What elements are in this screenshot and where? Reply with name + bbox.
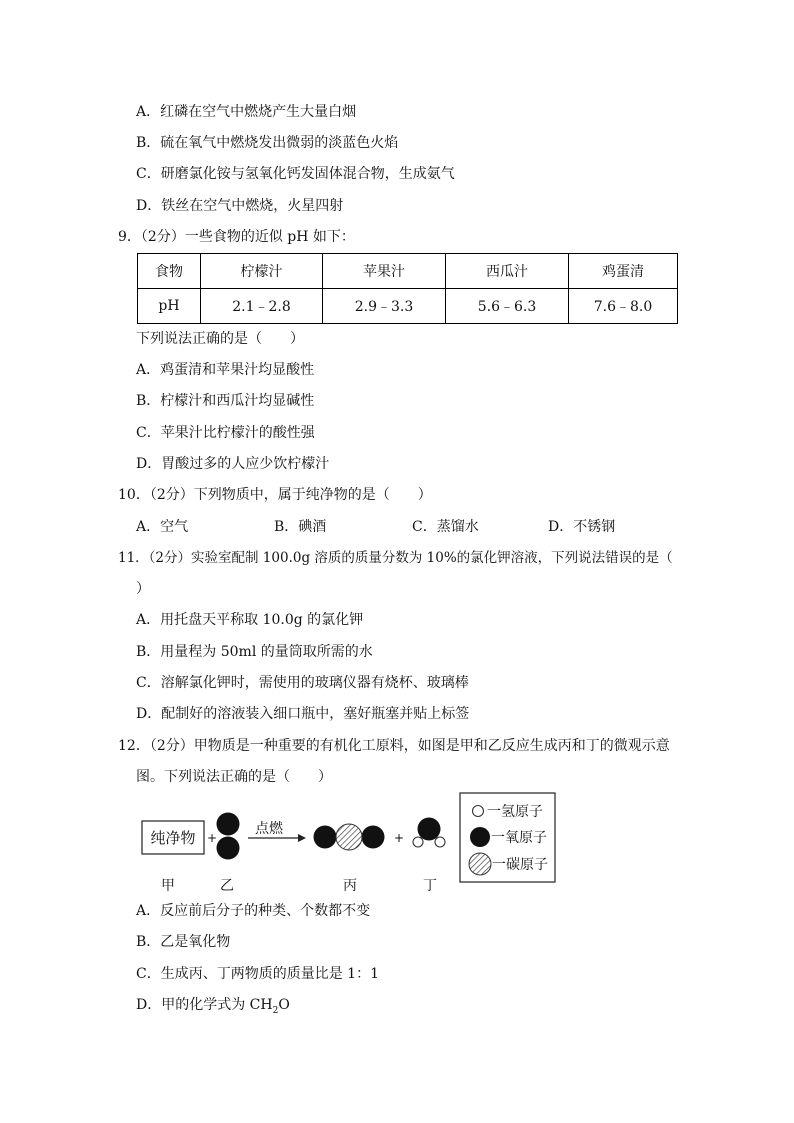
q9-option-c: C．苹果汁比柠檬汁的酸性强: [136, 425, 315, 441]
q10-stem: 10．（2分）下列物质中，属于纯净物的是（ ）: [118, 487, 432, 503]
q8-option-c: C．研磨氯化铵与氢氧化钙发固体混合物，生成氨气: [136, 166, 455, 182]
legend: [460, 793, 555, 882]
table-cell: 5.6﹣6.3: [446, 289, 569, 324]
oxygen-atom-icon: [470, 827, 490, 847]
ph-table: [137, 253, 678, 324]
q12-option-b: B．乙是氧化物: [136, 934, 231, 950]
q10-option-d: D．不锈钢: [548, 519, 616, 535]
hydrogen-atom-icon: [473, 806, 484, 817]
q10-option-a: A．空气: [136, 519, 189, 535]
water-molecule: [413, 818, 445, 848]
q12-option-d: [136, 995, 290, 1021]
reaction-diagram: [130, 790, 570, 900]
q9-stem: 9．（2分）一些食物的近似 pH 如下：: [118, 229, 355, 245]
table-header-row: [138, 254, 678, 289]
q11-option-a: A．用托盘天平称取 10.0g 的氯化钾: [136, 612, 364, 628]
q10-option-b: B．碘酒: [274, 519, 327, 535]
q9-option-a: A．鸡蛋清和苹果汁均显酸性: [136, 362, 315, 378]
q12-option-d-prefix: D．甲的化学式为 CH: [136, 997, 273, 1013]
table-cell: 2.1﹣2.8: [201, 289, 323, 324]
carbon-atom-icon: [469, 853, 491, 875]
q9-question: 下列说法正确的是（ ）: [136, 331, 304, 347]
legend-carbon: 一碳原子: [492, 857, 548, 873]
table-cell: 食物: [138, 254, 201, 289]
table-cell: 苹果汁: [323, 254, 446, 289]
q9-option-d: D．胃酸过多的人应少饮柠檬汁: [136, 456, 330, 472]
table-cell: 7.6﹣8.0: [569, 289, 678, 324]
label-bing: 丙: [343, 878, 357, 894]
q12-option-d-suffix: O: [278, 997, 290, 1013]
label-jia: 甲: [161, 878, 175, 894]
q12-option-d-subscript: 2: [272, 1005, 279, 1016]
legend-oxygen: 一氧原子: [491, 830, 547, 846]
q10-options: [0, 517, 794, 537]
q12-stem-line2: 图。下列说法正确的是（ ）: [136, 769, 332, 785]
label-ding: 丁: [423, 878, 437, 894]
q8-option-a: A．红磷在空气中燃烧产生大量白烟: [136, 104, 357, 120]
q9-option-b: B．柠檬汁和西瓜汁均显碱性: [136, 393, 315, 409]
table-cell: 2.9﹣3.3: [323, 289, 446, 324]
ignite-label: 点燃: [255, 821, 283, 837]
q11-stem-line2: ）: [136, 581, 150, 597]
table-cell: 西瓜汁: [446, 254, 569, 289]
table-row: [138, 289, 678, 324]
label-yi: 乙: [220, 878, 234, 894]
table-cell: 柠檬汁: [201, 254, 323, 289]
table-cell: 鸡蛋清: [569, 254, 678, 289]
table-cell: pH: [138, 289, 201, 324]
legend-hydrogen: 一氢原子: [487, 804, 543, 820]
plus-sign: +: [394, 831, 405, 845]
q11-stem-line1: 11．（2分）实验室配制 100.0g 溶质的质量分数为 10%的氯化钾溶液，下列说法错误的是（: [118, 550, 673, 566]
q10-option-c: C．蒸馏水: [412, 519, 479, 535]
oxygen-molecule: [217, 813, 240, 860]
q11-option-d: D．配制好的溶液装入细口瓶中，塞好瓶塞并贴上标签: [136, 706, 470, 722]
q12-option-c: C．生成丙、丁两物质的质量比是 1：1: [136, 966, 379, 982]
q8-option-b: B．硫在氧气中燃烧发出微弱的淡蓝色火焰: [136, 135, 399, 151]
q11-option-c: C．溶解氯化钾时，需使用的玻璃仪器有烧杯、玻璃棒: [136, 675, 469, 691]
q12-option-a: A．反应前后分子的种类、个数都不变: [136, 903, 371, 919]
plus-sign: +: [207, 831, 218, 845]
q12-stem-line1: 12．（2分）甲物质是一种重要的有机化工原料，如图是甲和乙反应生成丙和丁的微观示意: [118, 738, 670, 754]
pure-substance-label: 纯净物: [150, 829, 196, 847]
q11-option-b: B．用量程为 50ml 的量筒取所需的水: [136, 644, 373, 660]
q8-option-d: D．铁丝在空气中燃烧，火星四射: [136, 198, 344, 214]
carbon-dioxide-molecule: [314, 824, 385, 850]
